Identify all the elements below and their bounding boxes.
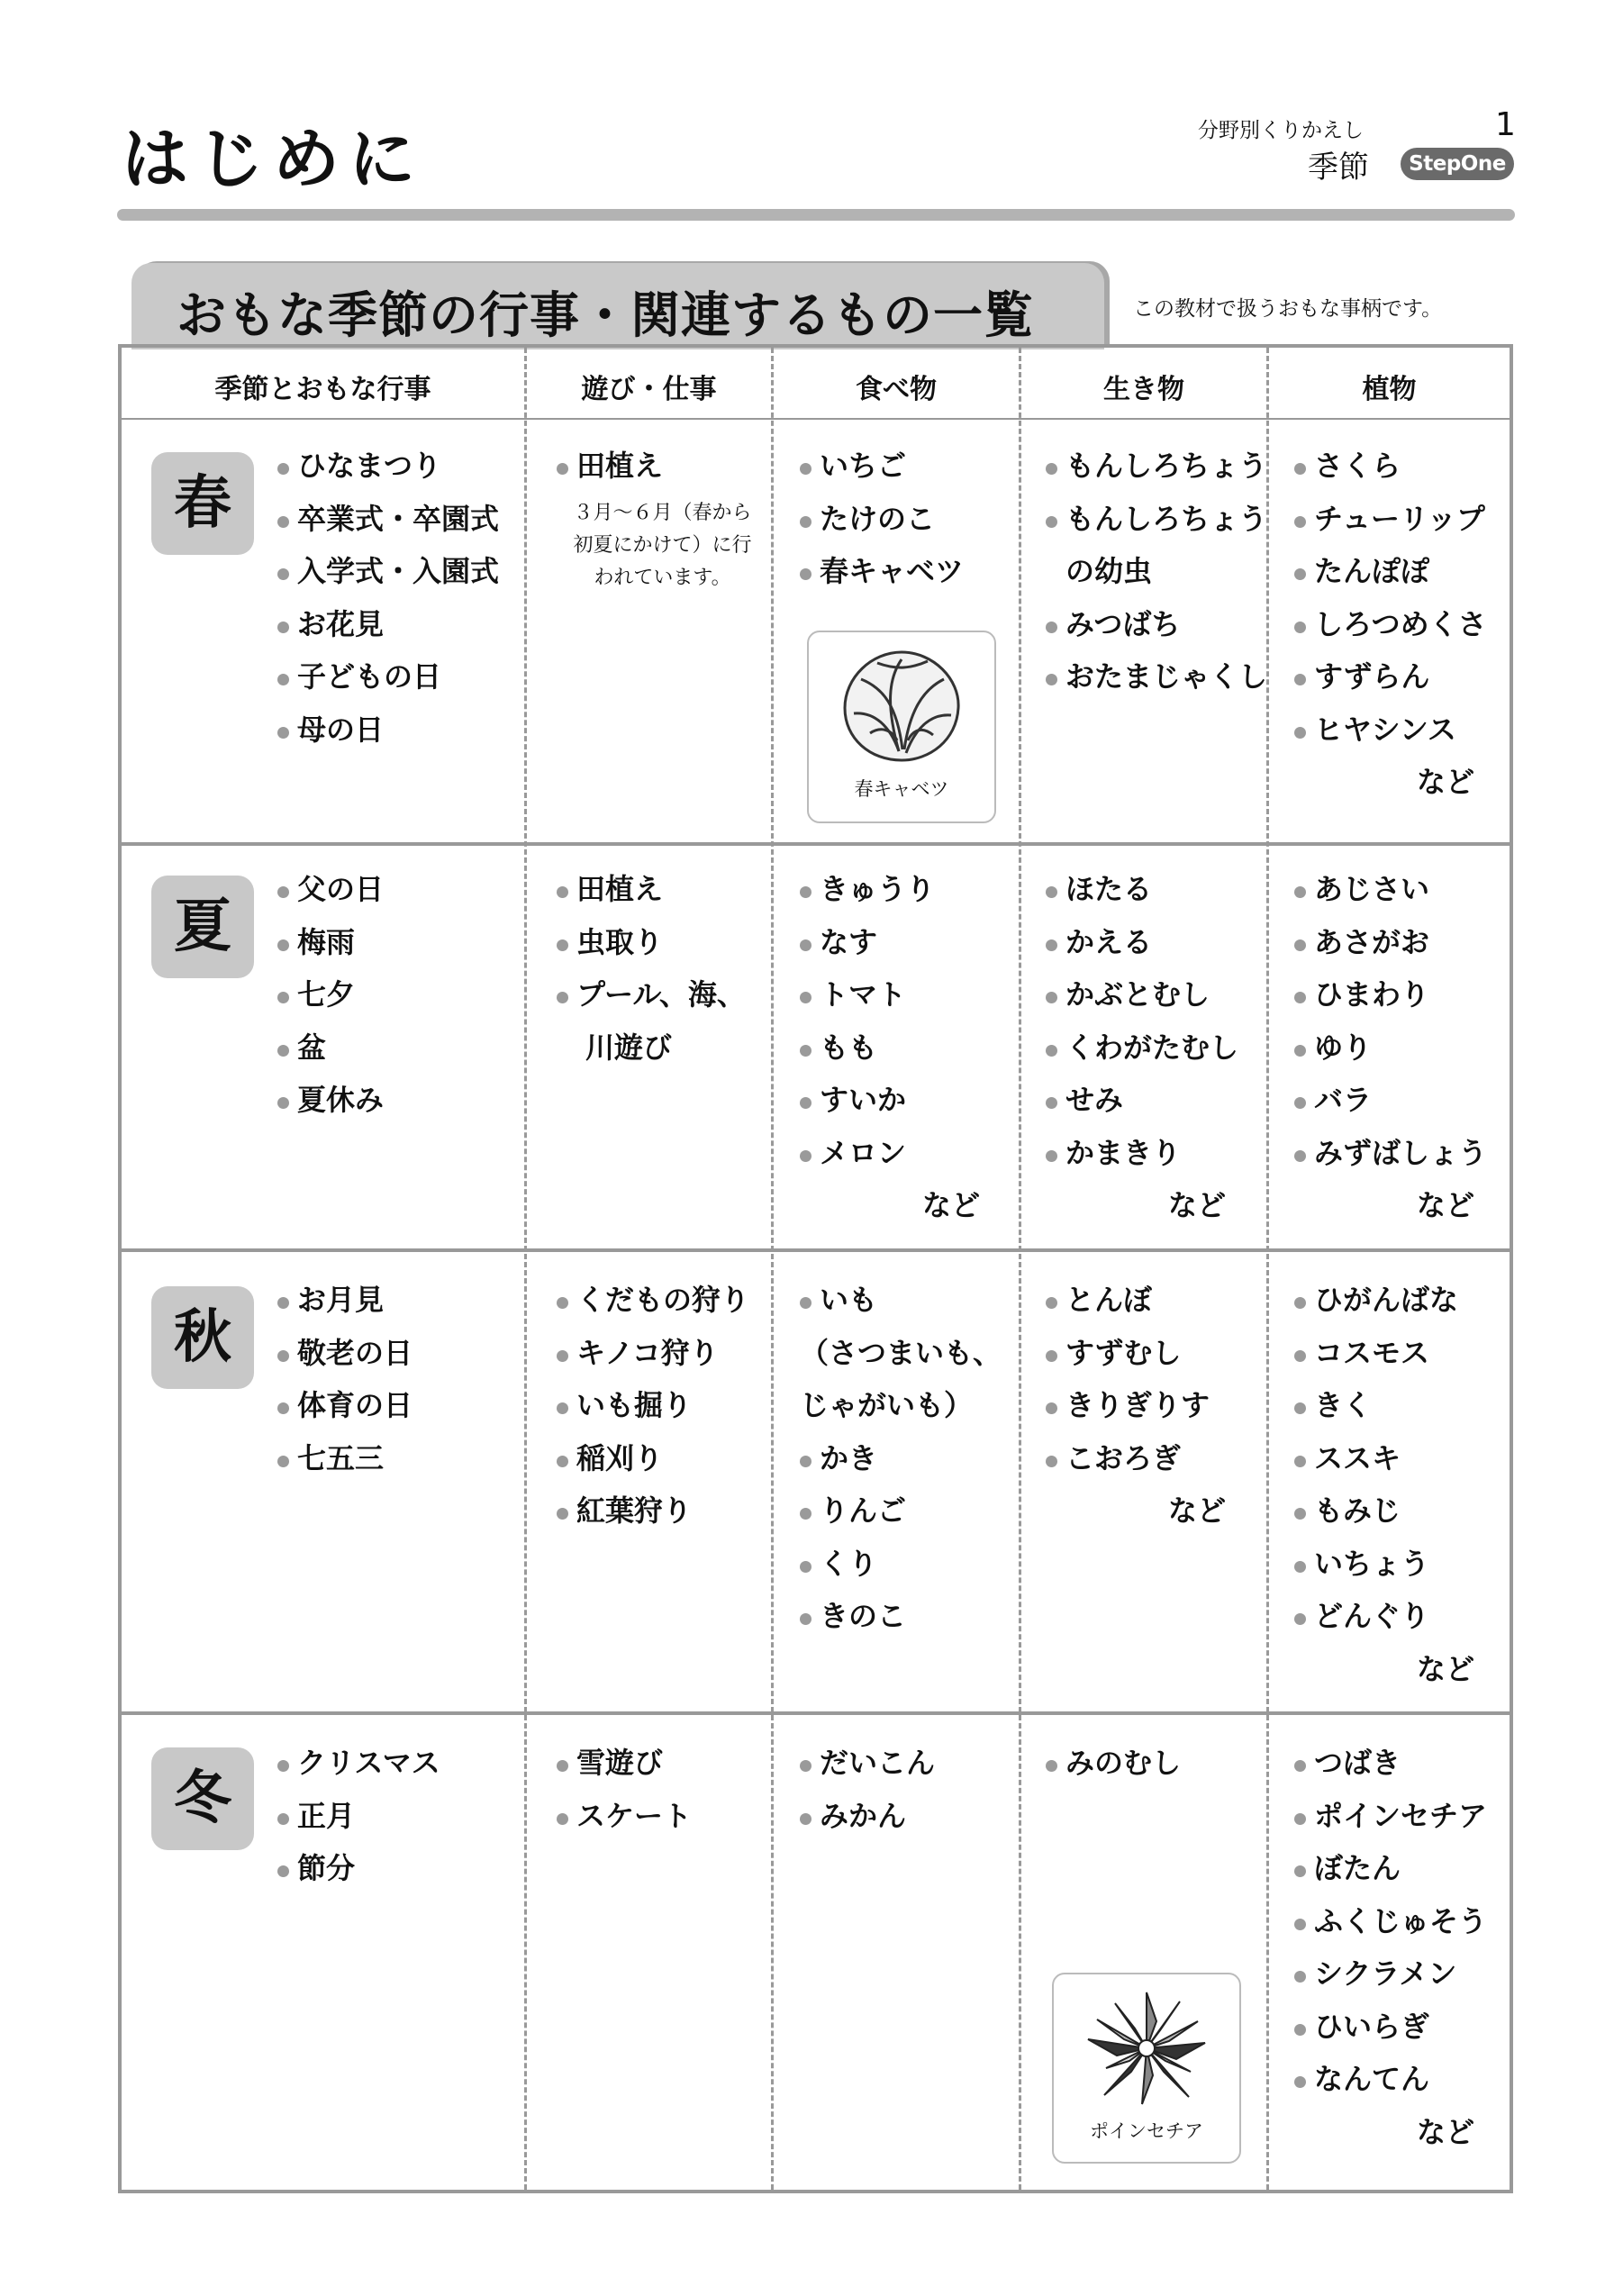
winter-creatures-list — [1046, 1737, 1181, 1790]
list-item: 田植え — [557, 440, 663, 493]
list-item: ぼたん — [1294, 1842, 1474, 1895]
summer-play-list — [557, 863, 746, 1074]
spring-creatures-list — [1046, 440, 1267, 703]
list-item: つばき — [1294, 1737, 1474, 1790]
list-item: さくら — [1294, 440, 1474, 493]
list-item: かき — [800, 1432, 1002, 1485]
header-divider — [117, 209, 1515, 221]
list-item: きのこ — [800, 1590, 1002, 1643]
list-item: 子どもの日 — [277, 650, 499, 703]
list-item: 母の日 — [277, 703, 499, 757]
cabbage-illustration — [807, 631, 996, 823]
summer-creatures-list — [1046, 863, 1239, 1232]
illustration-caption: ポインセチア — [1090, 2120, 1203, 2142]
list-item: 雪遊び — [557, 1737, 692, 1790]
list-item: せみ — [1046, 1074, 1226, 1127]
list-item: きゅうり — [800, 863, 980, 916]
list-item: 稲刈り — [557, 1432, 749, 1485]
list-item: 敬老の日 — [277, 1327, 413, 1380]
list-item: すずらん — [1294, 650, 1474, 703]
winter-events-list — [277, 1737, 440, 1895]
list-item: キノコ狩り — [557, 1327, 749, 1380]
poinsettia-illustration — [1052, 1973, 1241, 2164]
list-item: お花見 — [277, 598, 499, 651]
list-item: りんご — [800, 1484, 1002, 1538]
list-item: すずむし — [1046, 1327, 1226, 1380]
workbook-series-label: 分野別くりかえし — [1198, 119, 1364, 142]
list-item: たけのこ — [800, 493, 964, 546]
autumn-events-list — [277, 1274, 413, 1484]
list-item: もみじ — [1294, 1484, 1474, 1538]
list-item: 七夕 — [277, 968, 384, 1021]
list-item: など — [1416, 1651, 1474, 1686]
season-badge-winter: 冬 — [151, 1747, 254, 1850]
season-badge-summer: 夏 — [151, 876, 254, 978]
list-item: いちご — [800, 440, 964, 493]
summer-plants-list — [1294, 863, 1488, 1232]
list-item: ほたる — [1046, 863, 1226, 916]
list-item: ひいらぎ — [1294, 2001, 1474, 2054]
list-item: バラ — [1294, 1074, 1474, 1127]
list-item: とんぼ — [1046, 1274, 1226, 1327]
list-item: どんぐり — [1294, 1590, 1474, 1643]
summer-events-list — [277, 863, 384, 1127]
autumn-food-list — [800, 1274, 1002, 1643]
list-item: 入学式・入園式 — [277, 545, 499, 598]
list-item: かまきり — [1046, 1127, 1226, 1180]
list-item: いも掘り — [557, 1379, 749, 1432]
list-item: あさがお — [1294, 916, 1474, 969]
column-divider — [524, 348, 527, 2190]
list-item: かえる — [1046, 916, 1226, 969]
list-item: 夏休み — [277, 1074, 384, 1127]
illustration-caption: 春キャベツ — [854, 778, 949, 800]
list-item: あじさい — [1294, 863, 1474, 916]
list-item: ススキ — [1294, 1432, 1474, 1485]
section-title: おもな季節の行事・関連するもの一覧 — [177, 286, 1035, 344]
list-item: もも — [800, 1021, 980, 1075]
list-item: メロン — [800, 1127, 980, 1180]
list-item: チューリップ — [1294, 493, 1474, 546]
column-header-play: 遊び・仕事 — [581, 374, 717, 405]
list-item: ひなまつり — [277, 440, 499, 493]
list-item: ゆり — [1294, 1021, 1474, 1075]
list-item: ひまわり — [1294, 968, 1474, 1021]
row-divider — [122, 1711, 1510, 1715]
poinsettia-icon — [1079, 1985, 1214, 2111]
list-item: きりぎりす — [1046, 1379, 1226, 1432]
list-item: シクラメン — [1294, 1947, 1474, 2001]
column-divider — [1019, 348, 1021, 2190]
step-one-badge: StepOne — [1401, 148, 1514, 180]
winter-plants-list — [1294, 1737, 1488, 2158]
list-item: じゃがいも） — [800, 1388, 974, 1422]
list-item: ひがんばな — [1294, 1274, 1474, 1327]
spring-plants-list — [1294, 440, 1487, 809]
list-item: ヒヤシンス — [1294, 703, 1474, 757]
row-divider — [122, 1248, 1510, 1252]
list-item: だいこん — [800, 1737, 935, 1790]
list-item: みのむし — [1046, 1737, 1181, 1790]
list-item: くだもの狩り — [557, 1274, 749, 1327]
list-item: 節分 — [277, 1842, 440, 1895]
list-item: 父の日 — [277, 863, 384, 916]
list-item: 虫取り — [557, 916, 746, 969]
column-divider — [771, 348, 774, 2190]
row-divider — [122, 842, 1510, 846]
winter-play-list — [557, 1737, 692, 1842]
column-header-creatures: 生き物 — [1103, 374, 1184, 405]
page-title: はじめに — [122, 121, 424, 198]
list-item: なんてん — [1294, 2053, 1474, 2106]
list-item: 正月 — [277, 1790, 440, 1843]
list-item: 卒業式・卒園式 — [277, 493, 499, 546]
list-item: （さつまいも、 — [800, 1335, 1002, 1370]
list-item: スケート — [557, 1790, 692, 1843]
cabbage-icon — [834, 643, 969, 769]
column-header-plants: 植物 — [1362, 374, 1417, 405]
list-item: など — [1167, 1188, 1226, 1222]
list-item: みかん — [800, 1790, 935, 1843]
list-item: こおろぎ — [1046, 1432, 1226, 1485]
list-item: 春キャベツ — [800, 545, 964, 598]
page-number: 1 — [1495, 106, 1516, 143]
list-item: しろつめくさ — [1294, 598, 1474, 651]
list-item: 田植え — [557, 863, 746, 916]
autumn-creatures-list — [1046, 1274, 1226, 1538]
list-item: 紅葉狩り — [557, 1484, 749, 1538]
list-item: など — [1167, 1493, 1226, 1528]
column-header-events: 季節とおもな行事 — [214, 374, 431, 405]
list-item: おたまじゃくし — [1046, 650, 1267, 703]
list-item: クリスマス — [277, 1737, 440, 1790]
list-item: 盆 — [277, 1021, 384, 1075]
summer-food-list — [800, 863, 980, 1232]
list-item: くわがたむし — [1046, 1021, 1226, 1075]
list-item: きく — [1294, 1379, 1474, 1432]
list-item: 川遊び — [585, 1030, 673, 1065]
list-item: の幼虫 — [1065, 554, 1153, 588]
spring-events-list — [277, 440, 499, 756]
list-item: みずばしょう — [1294, 1127, 1474, 1180]
list-item: お月見 — [277, 1274, 413, 1327]
season-badge-spring: 春 — [151, 452, 254, 555]
list-item: いも — [800, 1274, 1002, 1327]
list-item: 体育の日 — [277, 1379, 413, 1432]
list-item: など — [1416, 1188, 1474, 1222]
list-item: プール、海、 — [557, 968, 746, 1021]
list-item: 七五三 — [277, 1432, 413, 1485]
season-badge-autumn: 秋 — [151, 1286, 254, 1389]
section-note: この教材で扱うおもな事柄です。 — [1133, 297, 1443, 321]
list-item: など — [1416, 765, 1474, 799]
list-item: ふくじゅそう — [1294, 1895, 1474, 1948]
rice-planting-note: ３月～６月（春から初夏にかけて）に行われています。 — [573, 502, 752, 589]
list-item: 梅雨 — [277, 916, 384, 969]
list-item: など — [1416, 2114, 1474, 2149]
list-item: みつばち — [1046, 598, 1267, 651]
header-row-divider — [122, 418, 1510, 420]
list-item: いちょう — [1294, 1538, 1474, 1591]
list-item: なす — [800, 916, 980, 969]
list-item: たんぽぽ — [1294, 545, 1474, 598]
spring-play-list — [557, 440, 663, 493]
autumn-plants-list — [1294, 1274, 1474, 1695]
list-item: トマト — [800, 968, 980, 1021]
column-header-food: 食べ物 — [856, 374, 937, 405]
spring-food-list — [800, 440, 964, 598]
subject-label: 季節 — [1308, 150, 1369, 186]
list-item: コスモス — [1294, 1327, 1474, 1380]
list-item: ポインセチア — [1294, 1790, 1474, 1843]
list-item: もんしろちょう — [1046, 440, 1267, 493]
winter-food-list — [800, 1737, 935, 1842]
autumn-play-list — [557, 1274, 749, 1538]
list-item: くり — [800, 1538, 1002, 1591]
list-item: かぶとむし — [1046, 968, 1226, 1021]
list-item: など — [921, 1188, 980, 1222]
list-item: すいか — [800, 1074, 980, 1127]
list-item: もんしろちょう — [1046, 493, 1267, 546]
